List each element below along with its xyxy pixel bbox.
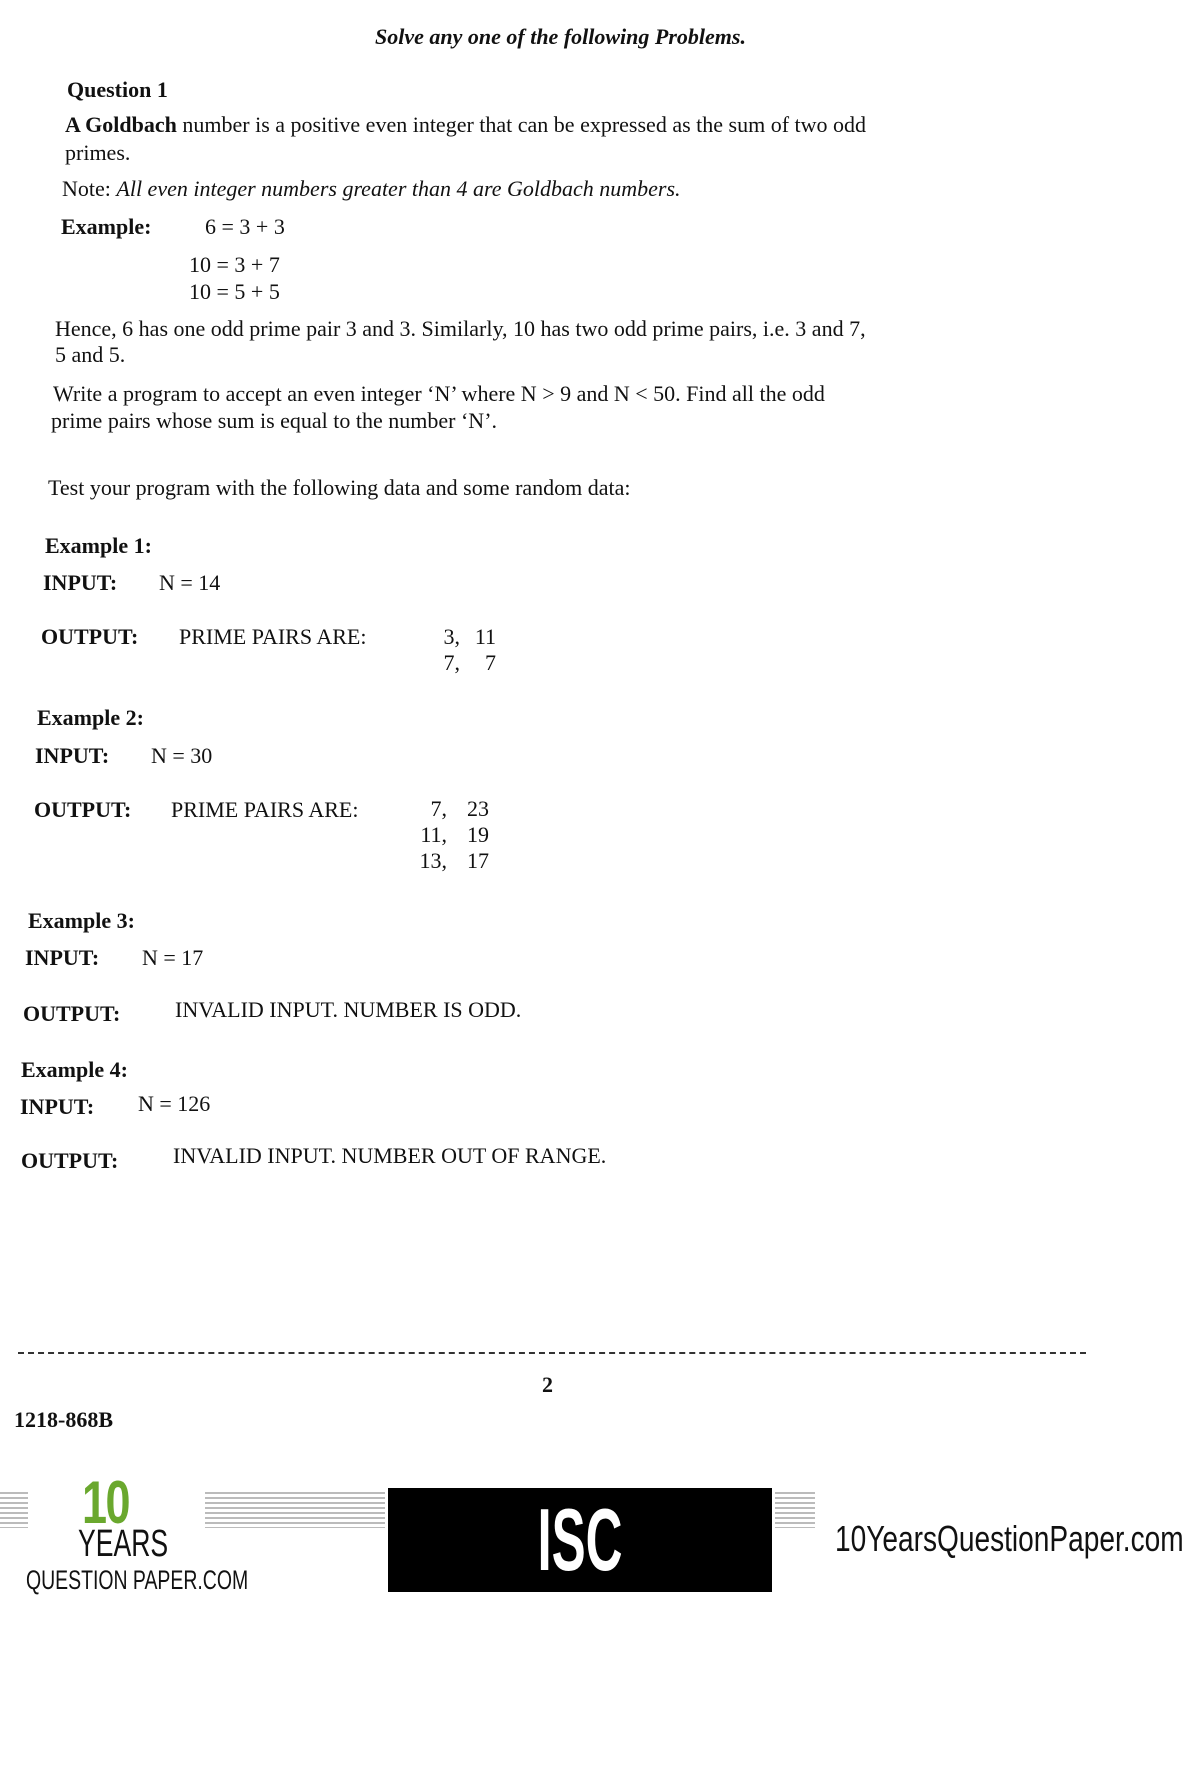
example-1-output-text: PRIME PAIRS ARE: — [179, 624, 367, 649]
banner-stripe-left — [0, 1492, 28, 1528]
logo-years: YEARS — [78, 1523, 169, 1565]
pair-second: 11 — [474, 624, 496, 649]
dashed-divider — [18, 1352, 1086, 1354]
board-title: ISC BOARD XII — [486, 1490, 674, 1781]
question-title: Question 1 — [67, 77, 168, 102]
task-line-1: Write a program to accept an even integer ‘N’ where N > 9 and N < 50. Find all the odd — [53, 381, 825, 406]
example-4-input-label: INPUT: — [20, 1094, 95, 1119]
equation-3: 10 = 5 + 5 — [189, 279, 280, 304]
website-url: 10YearsQuestionPaper.com — [835, 1518, 1184, 1559]
example-label: Example: — [61, 214, 152, 239]
pair-second: 17 — [467, 848, 489, 873]
definition-line-2: primes. — [65, 140, 131, 165]
example-2-output-label: OUTPUT: — [34, 797, 132, 822]
example-2-output-text: PRIME PAIRS ARE: — [171, 797, 359, 822]
example-3-input-label: INPUT: — [25, 945, 100, 970]
example-1-input-label: INPUT: — [43, 570, 118, 595]
equation-1: 6 = 3 + 3 — [205, 214, 285, 239]
definition-line-1 — [65, 111, 866, 139]
example-2-title: Example 2: — [37, 705, 144, 730]
banner-stripe-middle — [205, 1492, 385, 1528]
board-banner — [388, 1488, 772, 1781]
example-1-title: Example 1: — [45, 533, 152, 558]
task-line-2: prime pairs whose sum is equal to the number ‘N’. — [51, 408, 498, 433]
example-3-output-text: INVALID INPUT. NUMBER IS ODD. — [175, 997, 522, 1022]
example-2-pair-2 — [405, 821, 489, 849]
example-1-pair-2 — [420, 649, 496, 677]
example-3-input-value: N = 17 — [142, 945, 204, 970]
example-4-title: Example 4: — [21, 1057, 128, 1082]
note-text: All even integer numbers greater than 4 are Goldbach numbers. — [116, 176, 681, 201]
pair-second: 23 — [467, 796, 489, 821]
logo-site-name: QUESTION PAPER.COM — [26, 1565, 249, 1595]
pair-first: 7, — [430, 796, 447, 821]
example-3-output-label: OUTPUT: — [23, 1001, 121, 1026]
note-label: Note: — [62, 176, 117, 201]
pair-first: 11, — [420, 822, 447, 847]
example-4-input-value: N = 126 — [138, 1091, 211, 1116]
test-line: Test your program with the following data and some random data: — [48, 475, 631, 500]
pair-second: 7 — [485, 650, 496, 675]
goldbach-term: A Goldbach — [65, 112, 177, 137]
example-3-title: Example 3: — [28, 908, 135, 933]
pair-first: 7, — [443, 650, 460, 675]
pair-second: 19 — [467, 822, 489, 847]
example-2-input-value: N = 30 — [151, 743, 213, 768]
instruction-heading: Solve any one of the following Problems. — [375, 24, 746, 49]
example-2-pair-3 — [405, 847, 489, 875]
example-1-output-label: OUTPUT: — [41, 624, 139, 649]
example-2-input-label: INPUT: — [35, 743, 110, 768]
example-4-output-label: OUTPUT: — [21, 1148, 119, 1173]
page-number: 2 — [542, 1372, 553, 1397]
definition-text: number is a positive even integer that can be expressed as the sum of two odd — [176, 112, 867, 137]
hence-line-2: 5 and 5. — [55, 342, 126, 367]
hence-line-1: Hence, 6 has one odd prime pair 3 and 3. Similarly, 10 has two odd prime pairs, i.e. 3 and 7, — [55, 316, 866, 341]
pair-first: 3, — [443, 624, 460, 649]
example-1-pair-1 — [420, 623, 496, 651]
pair-first: 13, — [419, 848, 447, 873]
banner-stripe-right — [775, 1492, 815, 1528]
example-4-output-text: INVALID INPUT. NUMBER OUT OF RANGE. — [173, 1143, 607, 1168]
example-2-pair-1 — [405, 795, 489, 823]
logo-number: 10 — [82, 1469, 130, 1536]
paper-code: 1218-868B — [14, 1407, 113, 1432]
note-line — [62, 175, 681, 203]
equation-2: 10 = 3 + 7 — [189, 252, 280, 277]
example-1-input-value: N = 14 — [159, 570, 221, 595]
